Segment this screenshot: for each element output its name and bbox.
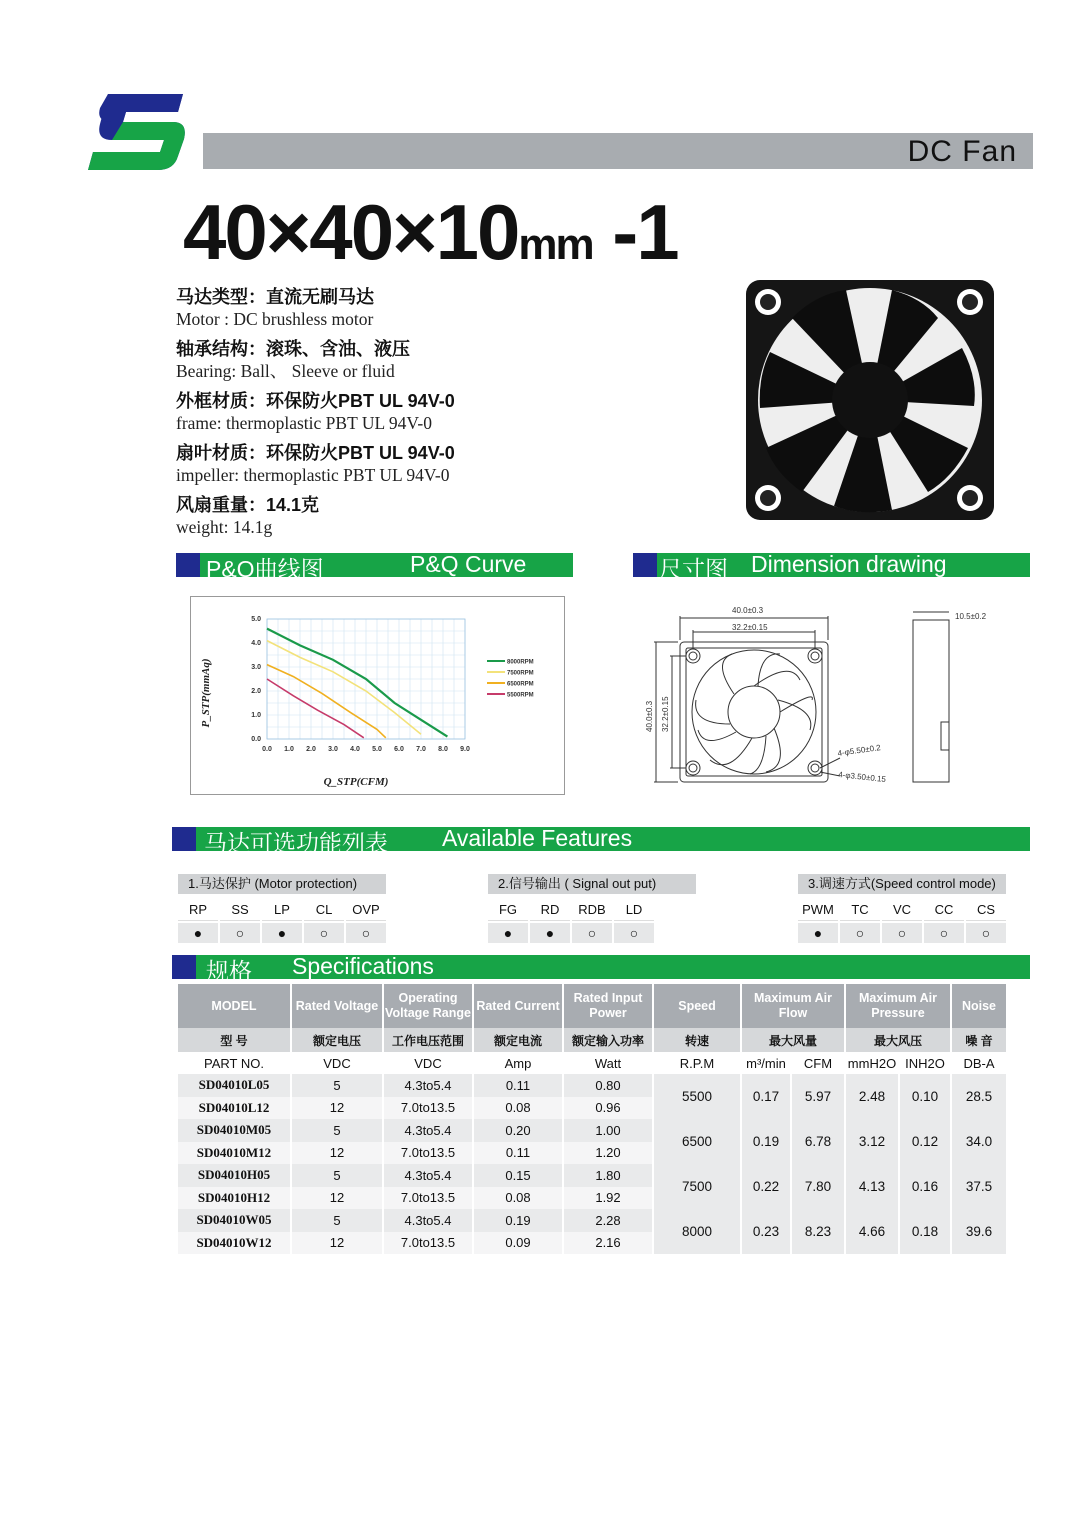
group-cell: 8000 xyxy=(654,1209,742,1254)
unit-cell: m³/min xyxy=(742,1052,792,1074)
title-main: 40×40×10 xyxy=(183,188,519,276)
unit-cell: INH2O xyxy=(900,1052,952,1074)
table-row xyxy=(178,1119,1008,1142)
y-tick-label: 5.0 xyxy=(251,616,261,623)
header-cell-zh: 最大风压 xyxy=(846,1028,952,1052)
feature-label: VC xyxy=(882,900,922,921)
table-cell: 7.0to13.5 xyxy=(384,1142,474,1165)
spec-frame-en: frame: thermoplastic PBT UL 94V-0 xyxy=(176,413,432,433)
feature-label: RDB xyxy=(572,900,612,921)
spec-motor-zh: 马达类型：直流无刷马达 xyxy=(176,287,374,307)
table-cell: 4.3to5.4 xyxy=(384,1119,474,1142)
unit-cell: R.P.M xyxy=(654,1052,742,1074)
table-body xyxy=(178,1074,1008,1254)
table-cell: 0.08 xyxy=(474,1097,564,1120)
header-cell-zh: 噪 音 xyxy=(952,1028,1008,1052)
legend-label: 8000RPM xyxy=(507,659,534,666)
header-cell-zh: 额定电流 xyxy=(474,1028,564,1052)
group-cell: 0.17 xyxy=(742,1074,792,1119)
x-tick-label: 5.0 xyxy=(372,746,382,753)
legend-label: 5500RPM xyxy=(507,692,534,699)
group-cell: 5500 xyxy=(654,1074,742,1119)
legend-label: 7500RPM xyxy=(507,670,534,677)
feature-mark: ○ xyxy=(924,923,964,943)
group-cell: 37.5 xyxy=(952,1164,1008,1209)
unit-cell: VDC xyxy=(292,1052,384,1074)
y-tick-label: 1.0 xyxy=(251,712,261,719)
spec-bearing-en: Bearing: Ball、 Sleeve or fluid xyxy=(176,361,395,381)
feature-label: CC xyxy=(924,900,964,921)
spec-list xyxy=(176,286,636,546)
dim-depth: 10.5±0.2 xyxy=(955,612,987,621)
feature-label: SS xyxy=(220,900,260,921)
feature-group-title: 3.调速方式(Speed control mode) xyxy=(798,874,1006,894)
feature-label: RD xyxy=(530,900,570,921)
features-title-zh: 马达可选功能列表 xyxy=(204,830,388,856)
table-cell: 1.92 xyxy=(564,1187,654,1210)
table-cell: 12 xyxy=(292,1232,384,1255)
product-type: DC Fan xyxy=(907,135,1017,168)
title-unit: mm xyxy=(518,220,593,269)
feature-label: FG xyxy=(488,900,528,921)
specs-title-zh: 规格 xyxy=(206,958,252,984)
table-cell: 7.0to13.5 xyxy=(384,1097,474,1120)
table-cell: 0.19 xyxy=(474,1209,564,1232)
table-cell: 2.16 xyxy=(564,1232,654,1255)
title-suffix: -1 xyxy=(592,188,678,276)
header-bar xyxy=(203,133,1033,169)
group-cell: 28.5 xyxy=(952,1074,1008,1119)
dim-w-outer: 40.0±0.3 xyxy=(732,606,764,615)
group-cell: 3.12 xyxy=(846,1119,900,1164)
dim-title-en: Dimension drawing xyxy=(751,551,947,577)
pq-curve-section-bar xyxy=(176,551,573,582)
header-cell: MODEL xyxy=(178,984,292,1028)
unit-cell: PART NO. xyxy=(178,1052,292,1074)
feature-mark: ○ xyxy=(840,923,880,943)
unit-cell: Watt xyxy=(564,1052,654,1074)
header-cell: Rated Input Power xyxy=(564,984,654,1028)
table-header-zh xyxy=(178,1028,1008,1052)
feature-group-title: 2.信号输出 ( Signal out put) xyxy=(488,874,696,894)
table-cell: 5 xyxy=(292,1119,384,1142)
y-tick-label: 2.0 xyxy=(251,688,261,695)
x-axis-label: Q_STP(CFM) xyxy=(323,776,389,788)
model-cell: SD04010H12 xyxy=(178,1187,292,1210)
features-title-en: Available Features xyxy=(442,825,633,851)
model-cell: SD04010W12 xyxy=(178,1232,292,1255)
model-cell: SD04010L05 xyxy=(178,1074,292,1097)
spec-motor-en: Motor : DC brushless motor xyxy=(176,309,374,329)
header-cell-zh: 最大风量 xyxy=(742,1028,846,1052)
feature-label: CL xyxy=(304,900,344,921)
series-line-8000rpm xyxy=(267,629,447,737)
unit-cell: mmH2O xyxy=(846,1052,900,1074)
feature-label: RP xyxy=(178,900,218,921)
feature-mark: ○ xyxy=(614,923,654,943)
header-cell-zh: 转速 xyxy=(654,1028,742,1052)
feature-group-title: 1.马达保护 (Motor protection) xyxy=(178,874,386,894)
unit-cell: Amp xyxy=(474,1052,564,1074)
feature-mark: ○ xyxy=(572,923,612,943)
table-cell: 1.00 xyxy=(564,1119,654,1142)
pq-chart xyxy=(190,596,565,795)
specifications-table xyxy=(178,984,1008,1254)
table-cell: 4.3to5.4 xyxy=(384,1164,474,1187)
unit-cell: VDC xyxy=(384,1052,474,1074)
feature-mark: ● xyxy=(488,923,528,943)
table-cell: 1.20 xyxy=(564,1142,654,1165)
x-tick-label: 6.0 xyxy=(394,746,404,753)
feature-label: LD xyxy=(614,900,654,921)
x-tick-label: 0.0 xyxy=(262,746,272,753)
group-cell: 6.78 xyxy=(792,1119,846,1164)
feature-group-speed-control xyxy=(798,874,1008,943)
table-row xyxy=(178,1074,1008,1097)
specifications-section-bar xyxy=(172,953,1030,984)
dim-h-outer: 40.0±0.3 xyxy=(645,700,654,732)
table-cell: 0.11 xyxy=(474,1074,564,1097)
x-tick-label: 1.0 xyxy=(284,746,294,753)
header-cell-zh: 额定输入功率 xyxy=(564,1028,654,1052)
model-cell: SD04010W05 xyxy=(178,1209,292,1232)
group-cell: 34.0 xyxy=(952,1119,1008,1164)
table-row xyxy=(178,1209,1008,1232)
table-cell: 5 xyxy=(292,1209,384,1232)
dimension-section-bar xyxy=(633,551,1030,582)
feature-mark: ● xyxy=(262,923,302,943)
model-cell: SD04010L12 xyxy=(178,1097,292,1120)
fan-photo xyxy=(742,278,998,522)
y-axis-label: P_STP(mmAq) xyxy=(200,658,212,728)
group-cell: 0.23 xyxy=(742,1209,792,1254)
group-cell: 6500 xyxy=(654,1119,742,1164)
feature-group-signal-output xyxy=(488,874,696,943)
unit-cell: CFM xyxy=(792,1052,846,1074)
group-cell: 4.66 xyxy=(846,1209,900,1254)
group-cell: 0.19 xyxy=(742,1119,792,1164)
group-cell: 39.6 xyxy=(952,1209,1008,1254)
pq-title-en: P&Q Curve xyxy=(410,551,527,577)
table-cell: 1.80 xyxy=(564,1164,654,1187)
header-cell-zh: 额定电压 xyxy=(292,1028,384,1052)
table-cell: 0.20 xyxy=(474,1119,564,1142)
spec-impeller-en: impeller: thermoplastic PBT UL 94V-0 xyxy=(176,465,450,485)
table-cell: 12 xyxy=(292,1187,384,1210)
table-cell: 0.09 xyxy=(474,1232,564,1255)
table-cell: 5 xyxy=(292,1074,384,1097)
table-cell: 0.96 xyxy=(564,1097,654,1120)
product-title xyxy=(183,188,678,285)
header-cell: Rated Current xyxy=(474,984,564,1028)
dim-w-inner: 32.2±0.15 xyxy=(732,623,768,632)
x-tick-label: 4.0 xyxy=(350,746,360,753)
table-cell: 4.3to5.4 xyxy=(384,1074,474,1097)
spec-frame-zh: 外框材质：环保防火PBT UL 94V-0 xyxy=(176,391,455,411)
feature-mark: ○ xyxy=(346,923,386,943)
table-cell: 0.15 xyxy=(474,1164,564,1187)
spec-weight-zh: 风扇重量：14.1克 xyxy=(176,495,320,515)
company-logo xyxy=(88,94,188,170)
dim-hole2: 4-φ3.50±0.15 xyxy=(837,770,887,784)
model-cell: SD04010M05 xyxy=(178,1119,292,1142)
feature-mark: ○ xyxy=(882,923,922,943)
specs-title-en: Specifications xyxy=(292,953,434,979)
spec-bearing-zh: 轴承结构：滚珠、含油、液压 xyxy=(176,339,410,359)
table-cell: 0.80 xyxy=(564,1074,654,1097)
feature-mark: ● xyxy=(798,923,838,943)
feature-label: LP xyxy=(262,900,302,921)
legend-label: 6500RPM xyxy=(507,681,534,688)
features-section-bar xyxy=(172,825,1030,856)
table-row xyxy=(178,1164,1008,1187)
group-cell: 0.22 xyxy=(742,1164,792,1209)
x-tick-label: 8.0 xyxy=(438,746,448,753)
table-header-en xyxy=(178,984,1008,1028)
group-cell: 2.48 xyxy=(846,1074,900,1119)
group-cell: 0.16 xyxy=(900,1164,952,1209)
feature-label: TC xyxy=(840,900,880,921)
model-cell: SD04010H05 xyxy=(178,1164,292,1187)
feature-label: PWM xyxy=(798,900,838,921)
group-cell: 7.80 xyxy=(792,1164,846,1209)
group-cell: 0.18 xyxy=(900,1209,952,1254)
group-cell: 0.10 xyxy=(900,1074,952,1119)
group-cell: 0.12 xyxy=(900,1119,952,1164)
table-cell: 12 xyxy=(292,1097,384,1120)
table-cell: 2.28 xyxy=(564,1209,654,1232)
x-tick-label: 2.0 xyxy=(306,746,316,753)
pq-title-zh: P&Q曲线图 xyxy=(206,556,324,582)
feature-mark: ○ xyxy=(304,923,344,943)
header-cell: Operating Voltage Range xyxy=(384,984,474,1028)
header-cell-zh: 型 号 xyxy=(178,1028,292,1052)
table-cell: 0.08 xyxy=(474,1187,564,1210)
header-cell: Rated Voltage xyxy=(292,984,384,1028)
table-cell: 12 xyxy=(292,1142,384,1165)
group-cell: 7500 xyxy=(654,1164,742,1209)
header-cell: Maximum Air Flow xyxy=(742,984,846,1028)
table-cell: 7.0to13.5 xyxy=(384,1187,474,1210)
unit-cell: DB-A xyxy=(952,1052,1008,1074)
table-cell: 7.0to13.5 xyxy=(384,1232,474,1255)
header-cell: Speed xyxy=(654,984,742,1028)
header-cell: Noise xyxy=(952,984,1008,1028)
feature-label: CS xyxy=(966,900,1006,921)
x-tick-label: 3.0 xyxy=(328,746,338,753)
dim-hole1: 4-φ5.50±0.2 xyxy=(837,743,882,758)
dimension-drawing xyxy=(640,600,1010,800)
dim-title-zh: 尺寸图 xyxy=(659,556,728,582)
table-cell: 5 xyxy=(292,1164,384,1187)
spec-weight-en: weight: 14.1g xyxy=(176,517,273,537)
feature-mark: ● xyxy=(178,923,218,943)
y-tick-label: 0.0 xyxy=(251,736,261,743)
header-cell-zh: 工作电压范围 xyxy=(384,1028,474,1052)
feature-label: OVP xyxy=(346,900,386,921)
feature-mark: ○ xyxy=(966,923,1006,943)
table-cell: 4.3to5.4 xyxy=(384,1209,474,1232)
pq-chart-svg xyxy=(191,597,564,794)
y-tick-label: 4.0 xyxy=(251,640,261,647)
group-cell: 8.23 xyxy=(792,1209,846,1254)
feature-group-motor-protection xyxy=(178,874,388,943)
dim-h-inner: 32.2±0.15 xyxy=(661,696,670,732)
group-cell: 4.13 xyxy=(846,1164,900,1209)
feature-mark: ○ xyxy=(220,923,260,943)
model-cell: SD04010M12 xyxy=(178,1142,292,1165)
x-tick-label: 7.0 xyxy=(416,746,426,753)
group-cell: 5.97 xyxy=(792,1074,846,1119)
spec-impeller-zh: 扇叶材质：环保防火PBT UL 94V-0 xyxy=(176,443,455,463)
table-cell: 0.11 xyxy=(474,1142,564,1165)
header-cell: Maximum Air Pressure xyxy=(846,984,952,1028)
y-tick-label: 3.0 xyxy=(251,664,261,671)
x-tick-label: 9.0 xyxy=(460,746,470,753)
series-line-5500rpm xyxy=(267,679,364,738)
feature-mark: ● xyxy=(530,923,570,943)
table-units-row xyxy=(178,1052,1008,1074)
